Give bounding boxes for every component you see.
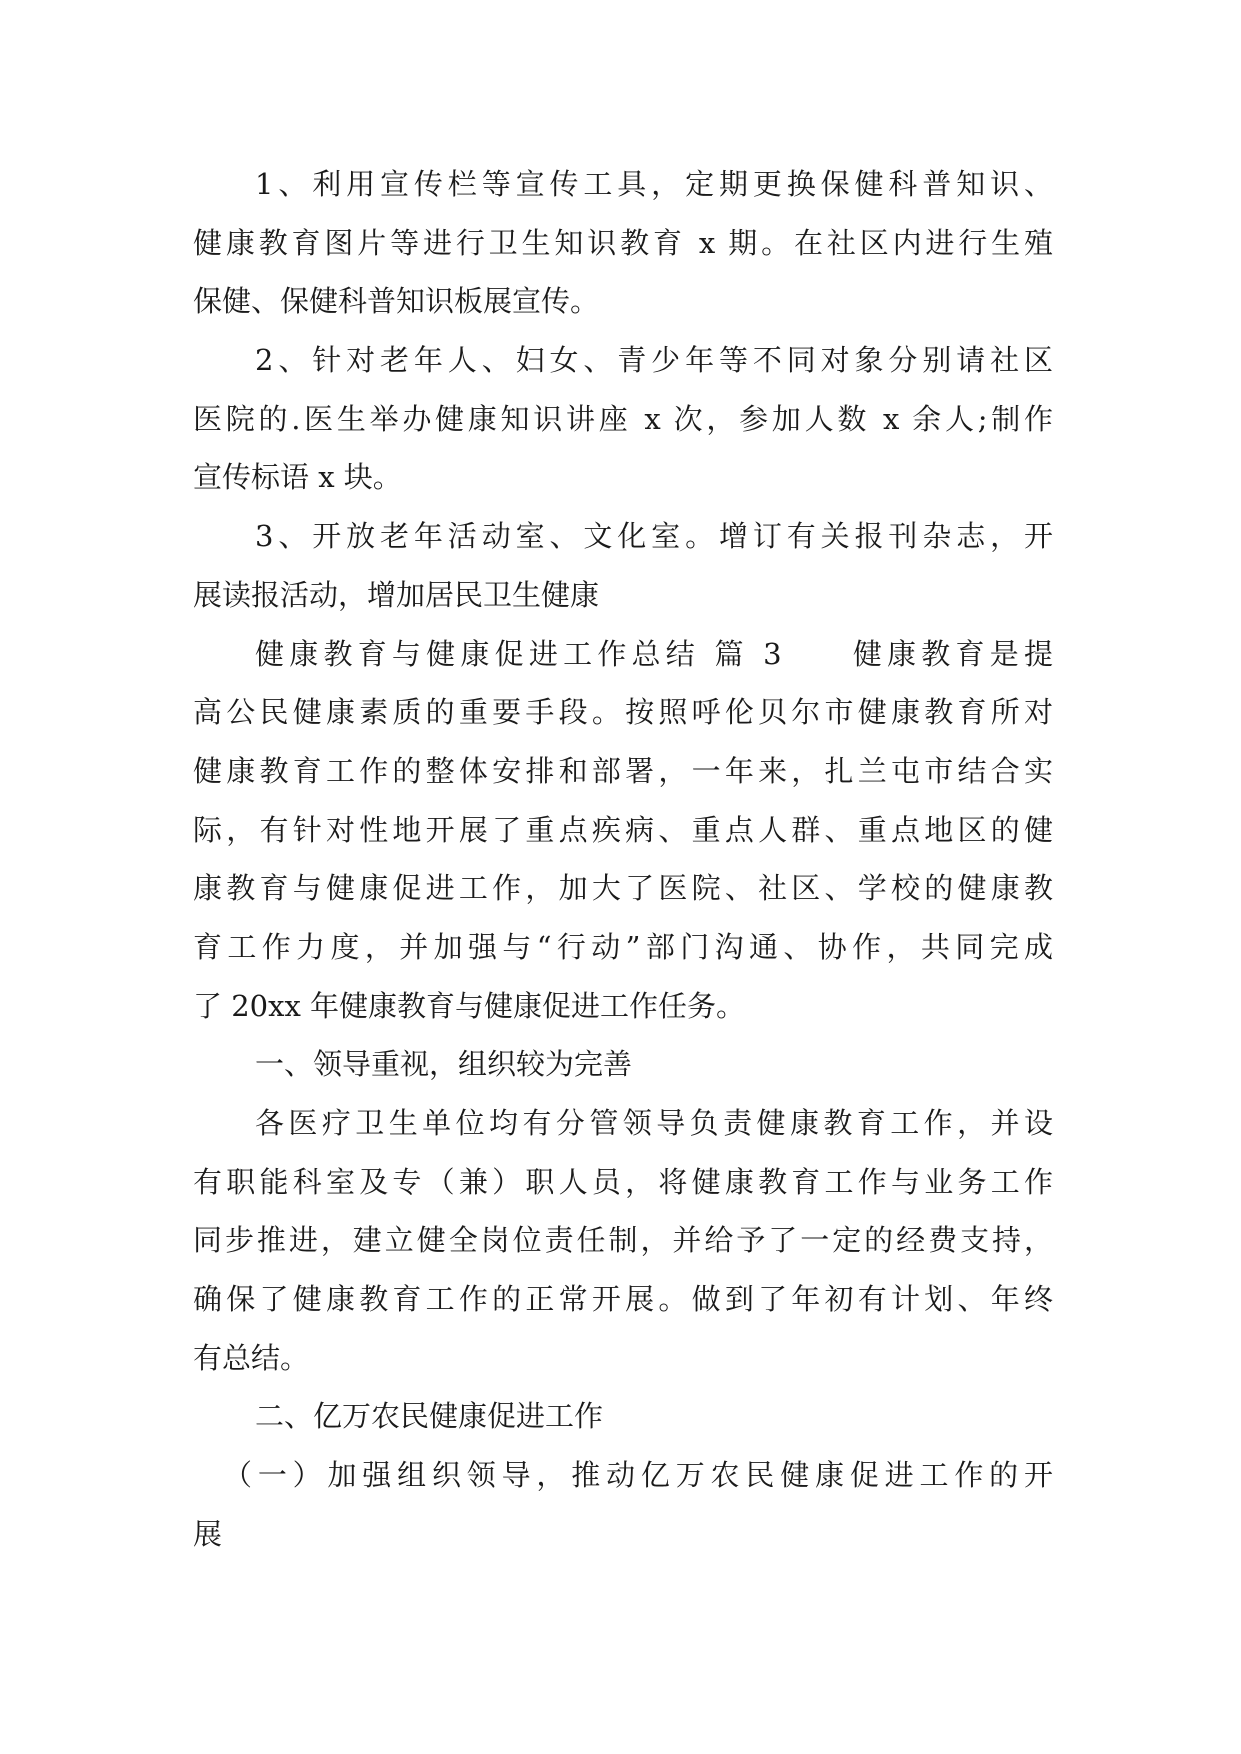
text-line: 了 20xx 年健康教育与健康促进工作任务。 (193, 988, 746, 1023)
text-line: 各医疗卫生单位均有分管领导负责健康教育工作，并设 (255, 1106, 1053, 1140)
text-line: 3、开放老年活动室、文化室。增订有关报刊杂志，开 (255, 519, 1053, 554)
text-line: 健康教育工作的整体安排和部署，一年来，扎兰屯市结合实 (193, 753, 1053, 788)
text-line: 际，有针对性地开展了重点疾病、重点人群、重点地区的健 (193, 812, 1053, 847)
text-line: 医院的.医生举办健康知识讲座 x 次，参加人数 x 余人;制作 (193, 401, 1053, 436)
text-line: （一）加强组织领导，推动亿万农民健康促进工作的开 (223, 1458, 1053, 1493)
text-line: 展读报活动，增加居民卫生健康 (193, 577, 600, 612)
text-line: 健康教育是提 (847, 636, 1053, 671)
text-line: 1、利用宣传栏等宣传工具，定期更换保健科普知识、 (255, 167, 1053, 201)
heading-line: 一、领导重视，组织较为完善 (255, 1047, 633, 1082)
section-title: 健康教育与健康促进工作总结 篇 3 (255, 636, 782, 671)
text-line: 健康教育图片等进行卫生知识教育 x 期。在社区内进行生殖 (193, 225, 1053, 260)
text-line: 同步推进，建立健全岗位责任制，并给予了一定的经费支持， (193, 1223, 1053, 1258)
text-line: 保健、保健科普知识板展宣传。 (193, 284, 600, 319)
text-line: 展 (193, 1516, 223, 1551)
text-line: 有总结。 (193, 1340, 310, 1375)
text-line: 有职能科室及专（兼）职人员，将健康教育工作与业务工作 (193, 1164, 1053, 1199)
text-line: 2、针对老年人、妇女、青少年等不同对象分别请社区 (255, 343, 1053, 378)
section-title-line (193, 625, 1053, 684)
text-line: 确保了健康教育工作的正常开展。做到了年初有计划、年终 (193, 1282, 1053, 1317)
text-line: 康教育与健康促进工作，加大了医院、社区、学校的健康教 (193, 871, 1053, 906)
heading-line: 二、亿万农民健康促进工作 (255, 1399, 604, 1434)
text-line: 高公民健康素质的重要手段。按照呼伦贝尔市健康教育所对 (193, 695, 1053, 730)
text-line: 宣传标语 x 块。 (193, 460, 402, 495)
text-line: 育工作力度，并加强与“行动”部门沟通、协作，共同完成 (193, 929, 1053, 964)
document-body (193, 155, 1053, 1564)
